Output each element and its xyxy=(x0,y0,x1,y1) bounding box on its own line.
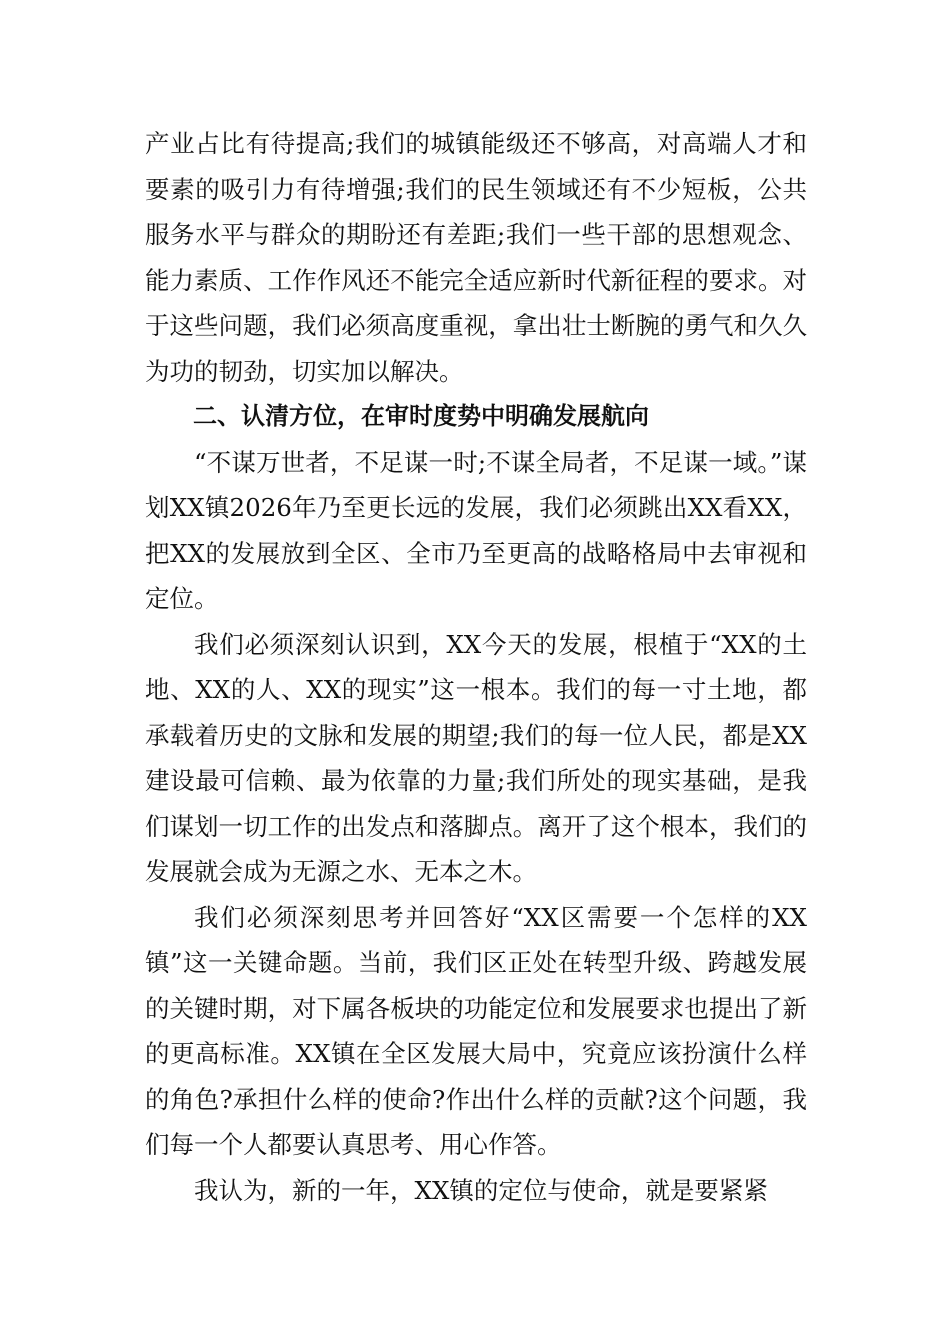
paragraph: 我们必须深刻认识到，XX今天的发展，根植于“XX的土地、XX的人、XX的现实”这一根本。我们的每一寸土地，都承载着历史的文脉和发展的期望;我们的每一位人民，都是XX建设最可信赖、最为依靠的力量;我们所处的现实基础，是我们谋划一切工作的出发点和落脚点。离开了这个根本，我们的发展就会成为无源之水、无本之木。 xyxy=(145,629,807,886)
paragraph: 我认为，新的一年，XX镇的定位与使命，就是要紧紧 xyxy=(194,1175,768,1205)
paragraph: 我们必须深刻思考并回答好“XX区需要一个怎样的XX镇”这一关键命题。当前，我们区正处在转型升级、跨越发展的关键时期，对下属各板块的功能定位和发展要求也提出了新的更高标准。XX镇在全区发展大局中，究竟应该扮演什么样的角色?承担什么样的使命?作出什么样的贡献?这个问题，我们每一个人都要认真思考、用心作答。 xyxy=(145,902,807,1159)
document-body xyxy=(145,121,807,1213)
paragraph: “不谋万世者，不足谋一时;不谋全局者，不足谋一域。”谋划XX镇2026年乃至更长远的发展，我们必须跳出XX看XX，把XX的发展放到全区、全市乃至更高的战略格局中去审视和定位。 xyxy=(145,447,807,613)
section-heading: 二、认清方位，在审时度势中明确发展航向 xyxy=(193,402,649,430)
paragraph-continuation: 产业占比有待提高;我们的城镇能级还不够高，对高端人才和要素的吸引力有待增强;我们的民生领域还有不少短板，公共服务水平与群众的期盼还有差距;我们一些干部的思想观念、能力素质、工作作风还不能完全适应新时代新征程的要求。对于这些问题，我们必须高度重视，拿出壮士断腕的勇气和久久为功的韧劲，切实加以解决。 xyxy=(145,129,807,386)
